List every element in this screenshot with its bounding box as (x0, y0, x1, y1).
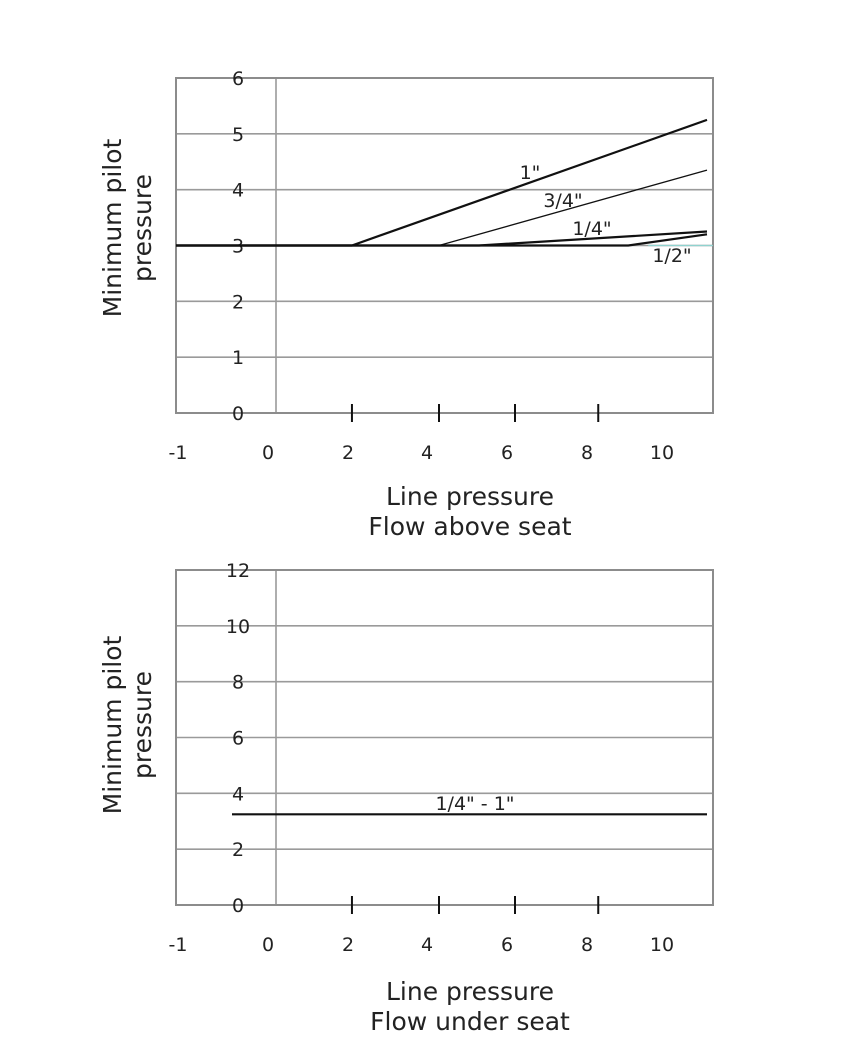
y-tick-label: 10 (225, 615, 251, 638)
y-tick-label: 6 (231, 68, 245, 90)
y-tick-label: 12 (225, 560, 251, 582)
series-label: 1/4" - 1" (435, 793, 515, 815)
x-tick-label: 10 (649, 934, 675, 956)
y-axis-title (98, 138, 157, 317)
x-tick-label: 8 (580, 442, 594, 464)
x-tick-label: -1 (168, 934, 188, 956)
y-tick-label: 4 (231, 783, 245, 806)
x-tick-label: 2 (341, 934, 355, 956)
x-tick-label: 0 (261, 442, 275, 464)
x-axis-title: Line pressure (385, 977, 555, 1006)
x-tick-label: 2 (341, 442, 355, 464)
y-tick-label: 5 (231, 123, 245, 146)
x-tick-label: -1 (168, 442, 188, 464)
y-axis-title-line: pressure (128, 174, 157, 282)
series-label: 1/2" (652, 245, 692, 267)
y-tick-label: 0 (231, 895, 245, 917)
y-axis-title (98, 635, 157, 814)
series-label: 1" (519, 162, 541, 184)
series-line-1 (176, 120, 707, 246)
x-axis-subtitle: Flow under seat (370, 1007, 570, 1036)
x-tick-label: 8 (580, 934, 594, 956)
y-tick-label: 2 (231, 839, 245, 862)
y-tick-label: 2 (231, 291, 245, 314)
series-line-2 (176, 170, 707, 245)
x-tick-label: 0 (261, 934, 275, 956)
y-tick-label: 6 (231, 727, 245, 750)
y-tick-label: 3 (231, 235, 245, 258)
y-axis-title-line: Minimum pilot (98, 138, 127, 318)
x-tick-label: 4 (420, 934, 434, 956)
series-line-3 (176, 232, 707, 246)
x-tick-label: 10 (649, 442, 675, 464)
series-label: 3/4" (543, 190, 583, 212)
y-tick-label: 8 (231, 671, 245, 694)
chart-panel-1 (98, 68, 713, 541)
x-tick-label: 6 (500, 934, 514, 956)
x-axis-subtitle: Flow above seat (368, 512, 572, 541)
chart-panel-2 (98, 560, 713, 1036)
y-axis-title-line: Minimum pilot (98, 635, 127, 815)
y-tick-label: 4 (231, 179, 245, 202)
x-axis-title: Line pressure (385, 482, 555, 511)
x-tick-label: 6 (500, 442, 514, 464)
y-tick-label: 1 (231, 347, 245, 370)
series-label: 1/4" (572, 218, 612, 240)
x-tick-label: 4 (420, 442, 434, 464)
y-axis-title-line: pressure (128, 671, 157, 779)
y-tick-label: 0 (231, 403, 245, 425)
